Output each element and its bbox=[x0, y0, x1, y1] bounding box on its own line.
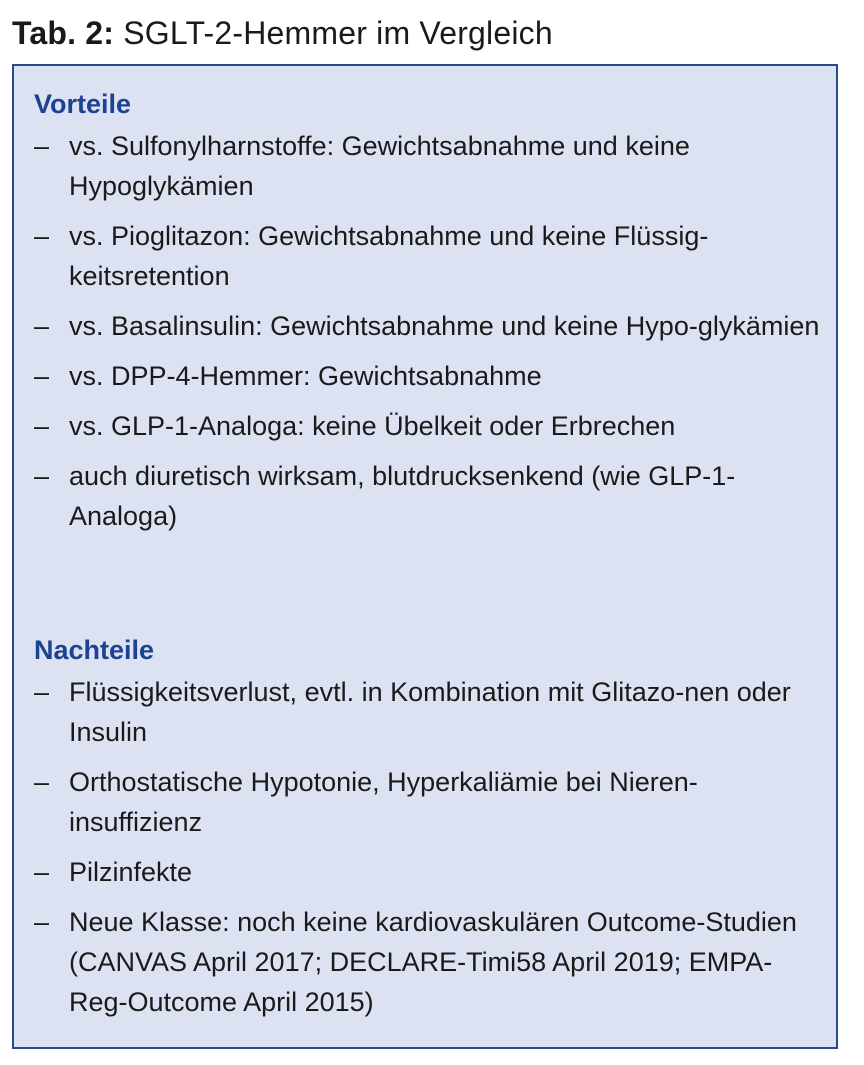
section-heading-advantages: Vorteile bbox=[34, 89, 132, 119]
dash-bullet-icon: – bbox=[34, 767, 50, 797]
list-item-text: vs. GLP-1-Analoga: keine Übelkeit oder Erbrechen bbox=[69, 411, 676, 441]
dash-bullet-icon: – bbox=[34, 361, 50, 391]
section-heading-disadvantages: Nachteile bbox=[34, 635, 155, 665]
table-title-text: SGLT-2-Hemmer im Vergleich bbox=[123, 15, 553, 51]
dash-bullet-icon: – bbox=[34, 461, 50, 491]
dash-bullet-icon: – bbox=[34, 411, 50, 441]
list-item-text: vs. DPP-4-Hemmer: Gewichtsabnahme bbox=[69, 361, 542, 391]
dash-bullet-icon: – bbox=[34, 311, 50, 341]
dash-bullet-icon: – bbox=[34, 857, 50, 887]
list-item-text: Neue Klasse: noch keine kardiovaskulären Outcome-Studien (CANVAS April 2017; DECLARE-Timi58 April 2019; EMPA-Reg-Outcome April 2015) bbox=[69, 907, 797, 1017]
list-item bbox=[34, 216, 824, 296]
list-item-text: Pilzinfekte bbox=[69, 857, 193, 887]
list-item bbox=[34, 406, 824, 446]
list-item-text: vs. Pioglitazon: Gewichtsabnahme und keine Flüssig-keitsretention bbox=[69, 221, 709, 291]
section-advantages bbox=[34, 82, 824, 546]
list-item bbox=[34, 762, 824, 842]
list-item-text: Orthostatische Hypotonie, Hyperkaliämie bei Nieren-insuffizienz bbox=[69, 767, 698, 837]
section-disadvantages bbox=[34, 628, 824, 1032]
list-item-text: Flüssigkeitsverlust, evtl. in Kombination mit Glitazo-nen oder Insulin bbox=[69, 677, 791, 747]
list-item bbox=[34, 306, 824, 346]
list-item bbox=[34, 852, 824, 892]
table-title bbox=[12, 8, 553, 58]
list-item bbox=[34, 456, 824, 536]
list-item bbox=[34, 672, 824, 752]
dash-bullet-icon: – bbox=[34, 221, 50, 251]
dash-bullet-icon: – bbox=[34, 907, 50, 937]
table-number-label: Tab. 2: bbox=[12, 15, 115, 51]
list-item bbox=[34, 902, 824, 1022]
dash-bullet-icon: – bbox=[34, 131, 50, 161]
dash-bullet-icon: – bbox=[34, 677, 50, 707]
comparison-box bbox=[12, 64, 838, 1049]
list-item-text: vs. Sulfonylharnstoffe: Gewichtsabnahme und keine Hypoglykämien bbox=[69, 131, 690, 201]
list-item bbox=[34, 126, 824, 206]
list-item-text: vs. Basalinsulin: Gewichtsabnahme und keine Hypo-glykämien bbox=[69, 311, 820, 341]
list-item-text: auch diuretisch wirksam, blutdrucksenkend (wie GLP-1-Analoga) bbox=[69, 461, 736, 531]
advantages-list bbox=[34, 126, 824, 536]
disadvantages-list bbox=[34, 672, 824, 1022]
list-item bbox=[34, 356, 824, 396]
